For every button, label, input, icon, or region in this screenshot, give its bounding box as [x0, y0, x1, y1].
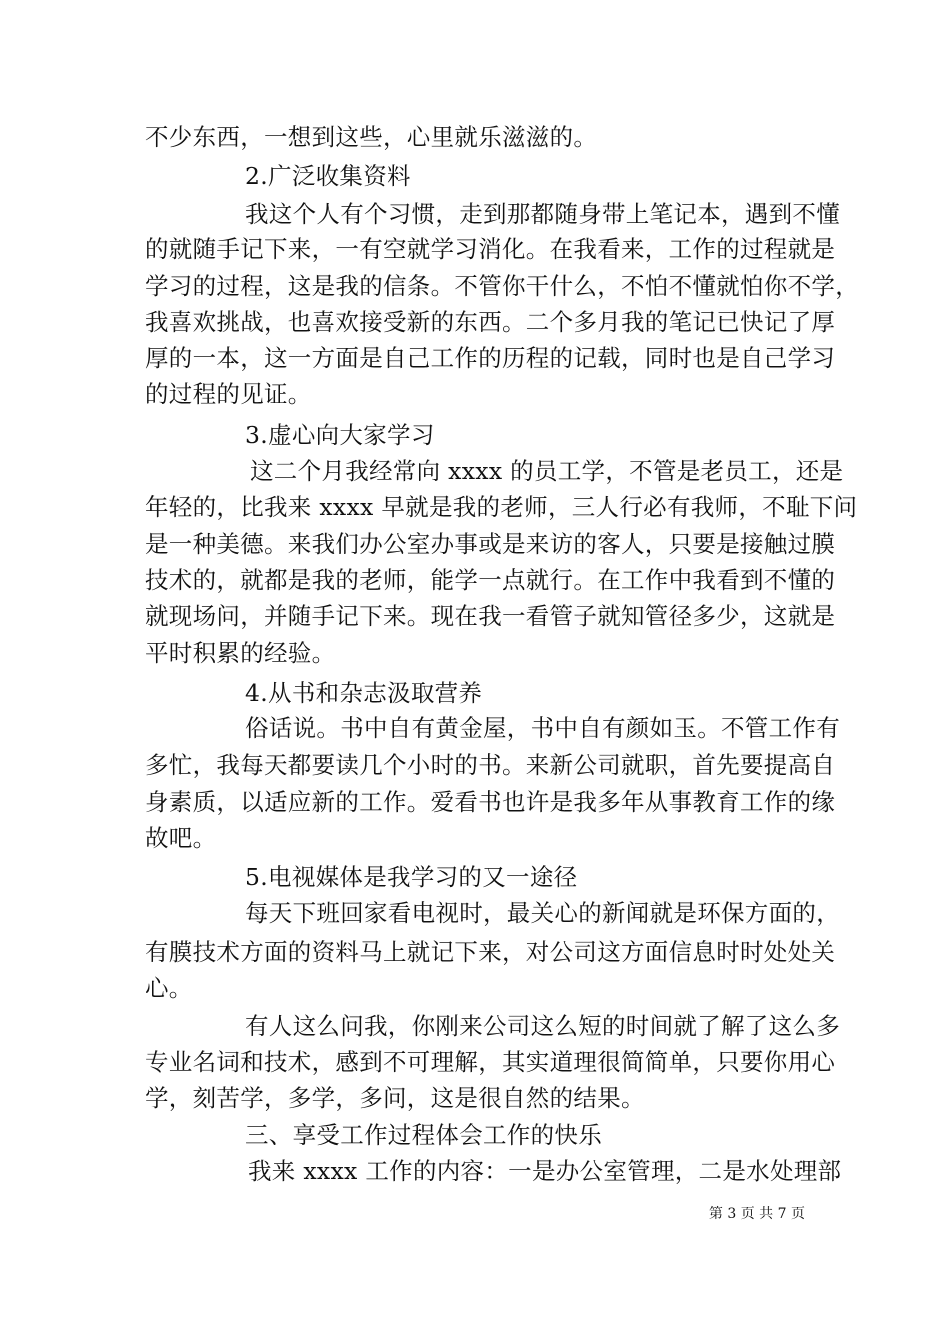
text-line: 学，刻苦学，多学，多问，这是很自然的结果。: [145, 1084, 645, 1112]
text-line: 有人这么问我，你刚来公司这么短的时间就了解了这么多: [245, 1012, 840, 1040]
text-line: 的就随手记下来，一有空就学习消化。在我看来，工作的过程就是: [145, 235, 836, 263]
text-line: 我喜欢挑战，也喜欢接受新的东西。二个多月我的笔记已快记了厚: [145, 308, 836, 336]
text-line: 不少东西，一想到这些，心里就乐滋滋的。: [145, 123, 598, 151]
page-number: 第 3 页 共 7 页: [708, 1206, 805, 1222]
text-line: 身素质，以适应新的工作。爱看书也许是我多年从事教育工作的缘: [145, 788, 836, 816]
text-line: 学习的过程，这是我的信条。不管你干什么，不怕不懂就怕你不学，: [145, 272, 859, 300]
text-line: 技术的，就都是我的老师，能学一点就行。在工作中我看到不懂的: [145, 566, 836, 594]
text-line: 故吧。: [145, 824, 217, 852]
section-heading: 3.虚心向大家学习: [245, 421, 435, 449]
text-line: 平时积累的经验。: [145, 639, 336, 667]
text-line: 俗话说。书中自有黄金屋，书中自有颜如玉。不管工作有: [245, 714, 840, 742]
text-line: 我来 xxxx 工作的内容：一是办公室管理，二是水处理部: [248, 1157, 842, 1185]
text-line: 专业名词和技术，感到不可理解，其实道理很简简单，只要你用心: [145, 1048, 836, 1076]
text-line: 多忙，我每天都要读几个小时的书。来新公司就职，首先要提高自: [145, 751, 836, 779]
section-heading: 5.电视媒体是我学习的又一途径: [245, 863, 578, 891]
text-line: 就现场问，并随手记下来。现在我一看管子就知管径多少，这就是: [145, 602, 836, 630]
text-line: 这二个月我经常向 xxxx 的员工学，不管是老员工，还是: [250, 457, 844, 485]
text-line: 的过程的见证。: [145, 380, 312, 408]
text-line: 我这个人有个习惯，走到那都随身带上笔记本，遇到不懂: [245, 200, 840, 228]
text-line: 厚的一本，这一方面是自己工作的历程的记载，同时也是自己学习: [145, 344, 836, 372]
text-line: 心。: [145, 974, 193, 1002]
section-heading: 三、享受工作过程体会工作的快乐: [245, 1121, 602, 1149]
section-heading: 2.广泛收集资料: [245, 162, 411, 190]
text-line: 每天下班回家看电视时，最关心的新闻就是环保方面的，: [245, 899, 840, 927]
text-line: 是一种美德。来我们办公室办事或是来访的客人，只要是接触过膜: [145, 530, 836, 558]
text-line: 年轻的，比我来 xxxx 早就是我的老师，三人行必有我师，不耻下问: [145, 493, 858, 521]
section-heading: 4.从书和杂志汲取营养: [245, 679, 483, 707]
text-line: 有膜技术方面的资料马上就记下来，对公司这方面信息时时处处关: [145, 938, 836, 966]
